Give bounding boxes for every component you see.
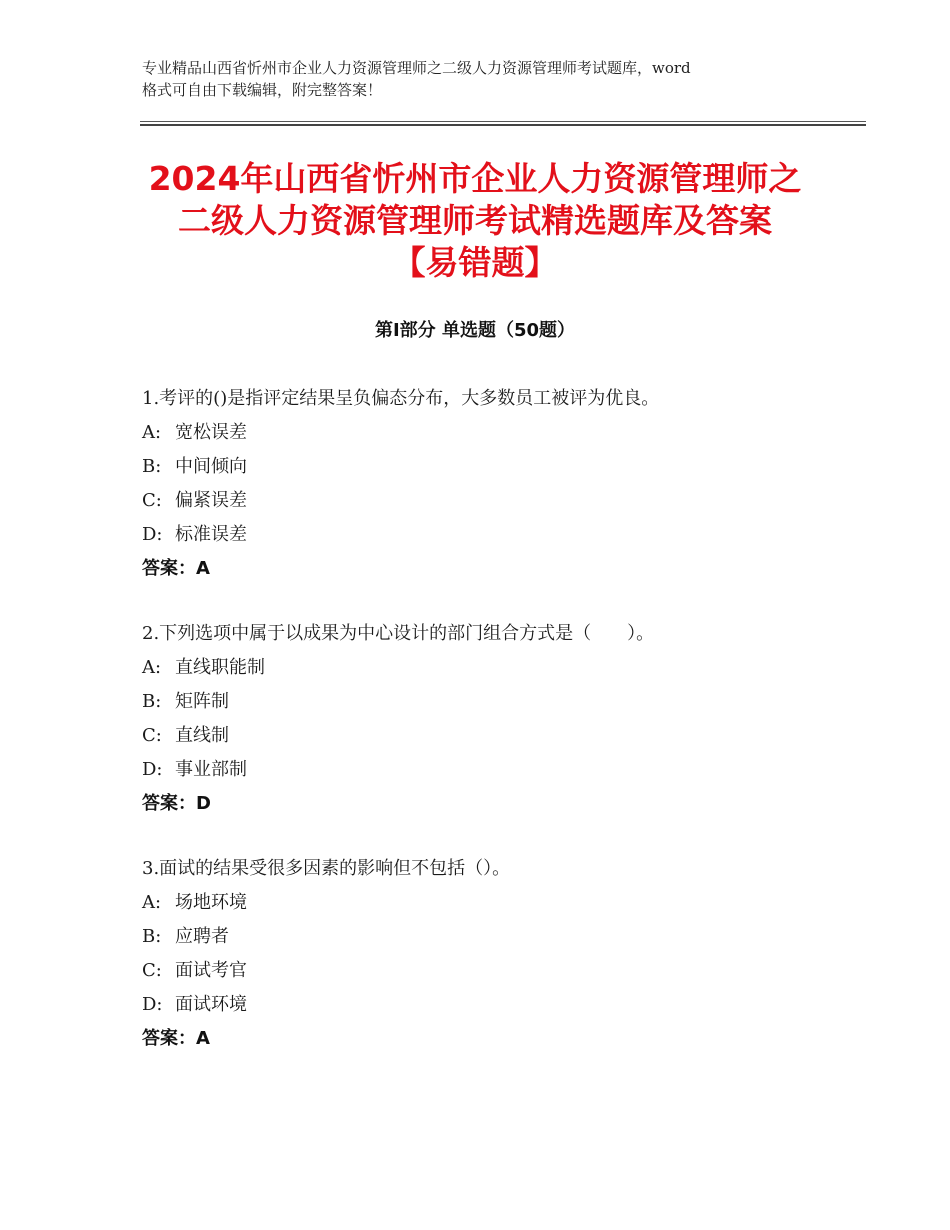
option-key: D:: [142, 759, 163, 780]
option-key: A:: [142, 892, 162, 913]
option-text: 中间倾向: [175, 456, 247, 477]
header-note-line-2: 格式可自由下载编辑，附完整答案！: [142, 81, 383, 99]
question-stem: 3.面试的结果受很多因素的影响但不包括（）。: [142, 858, 511, 879]
section-title: 第Ⅰ部分 单选题（50题）: [374, 320, 575, 341]
option-key: B:: [142, 456, 162, 477]
document-title-line-2: 二级人力资源管理师考试精选题库及答案: [178, 201, 772, 240]
document-title-line-3: 【易错题】: [392, 243, 558, 282]
question-item: [142, 617, 842, 821]
option-item: [142, 920, 842, 954]
header-divider-thick: [140, 124, 866, 126]
question-item: [142, 852, 842, 1056]
option-key: A:: [142, 657, 162, 678]
option-key: B:: [142, 926, 162, 947]
document-title: [100, 158, 850, 284]
option-item: [142, 651, 842, 685]
option-key: B:: [142, 691, 162, 712]
option-text: 应聘者: [175, 926, 229, 947]
option-item: [142, 753, 842, 787]
option-item: [142, 886, 842, 920]
question-item: [142, 382, 842, 586]
option-key: C:: [142, 960, 162, 981]
option-text: 宽松误差: [175, 422, 247, 443]
answer-line: 答案：A: [142, 1028, 210, 1049]
option-text: 面试环境: [175, 994, 247, 1015]
document-title-line-1: 2024年山西省忻州市企业人力资源管理师之: [148, 159, 802, 198]
question-list: [142, 382, 842, 1087]
option-text: 事业部制: [175, 759, 247, 780]
option-text: 直线制: [175, 725, 229, 746]
option-key: C:: [142, 725, 162, 746]
answer-line: 答案：D: [142, 793, 211, 814]
option-text: 矩阵制: [175, 691, 229, 712]
question-stem: 2.下列选项中属于以成果为中心设计的部门组合方式是（ ）。: [142, 623, 655, 644]
option-item: [142, 518, 842, 552]
option-key: A:: [142, 422, 162, 443]
option-item: [142, 416, 842, 450]
option-item: [142, 988, 842, 1022]
option-text: 面试考官: [175, 960, 247, 981]
option-item: [142, 484, 842, 518]
option-key: C:: [142, 490, 162, 511]
option-item: [142, 450, 842, 484]
header-note-line-1: 专业精品山西省忻州市企业人力资源管理师之二级人力资源管理师考试题库，word: [142, 59, 691, 77]
header-divider: [140, 121, 866, 122]
option-text: 场地环境: [175, 892, 247, 913]
option-item: [142, 954, 842, 988]
answer-line: 答案：A: [142, 558, 210, 579]
option-key: D:: [142, 994, 163, 1015]
option-item: [142, 719, 842, 753]
option-item: [142, 685, 842, 719]
option-text: 偏紧误差: [175, 490, 247, 511]
question-stem: 1.考评的()是指评定结果呈负偏态分布，大多数员工被评为优良。: [142, 388, 660, 409]
option-text: 直线职能制: [175, 657, 265, 678]
header-note: [142, 57, 832, 101]
option-key: D:: [142, 524, 163, 545]
option-text: 标准误差: [175, 524, 247, 545]
